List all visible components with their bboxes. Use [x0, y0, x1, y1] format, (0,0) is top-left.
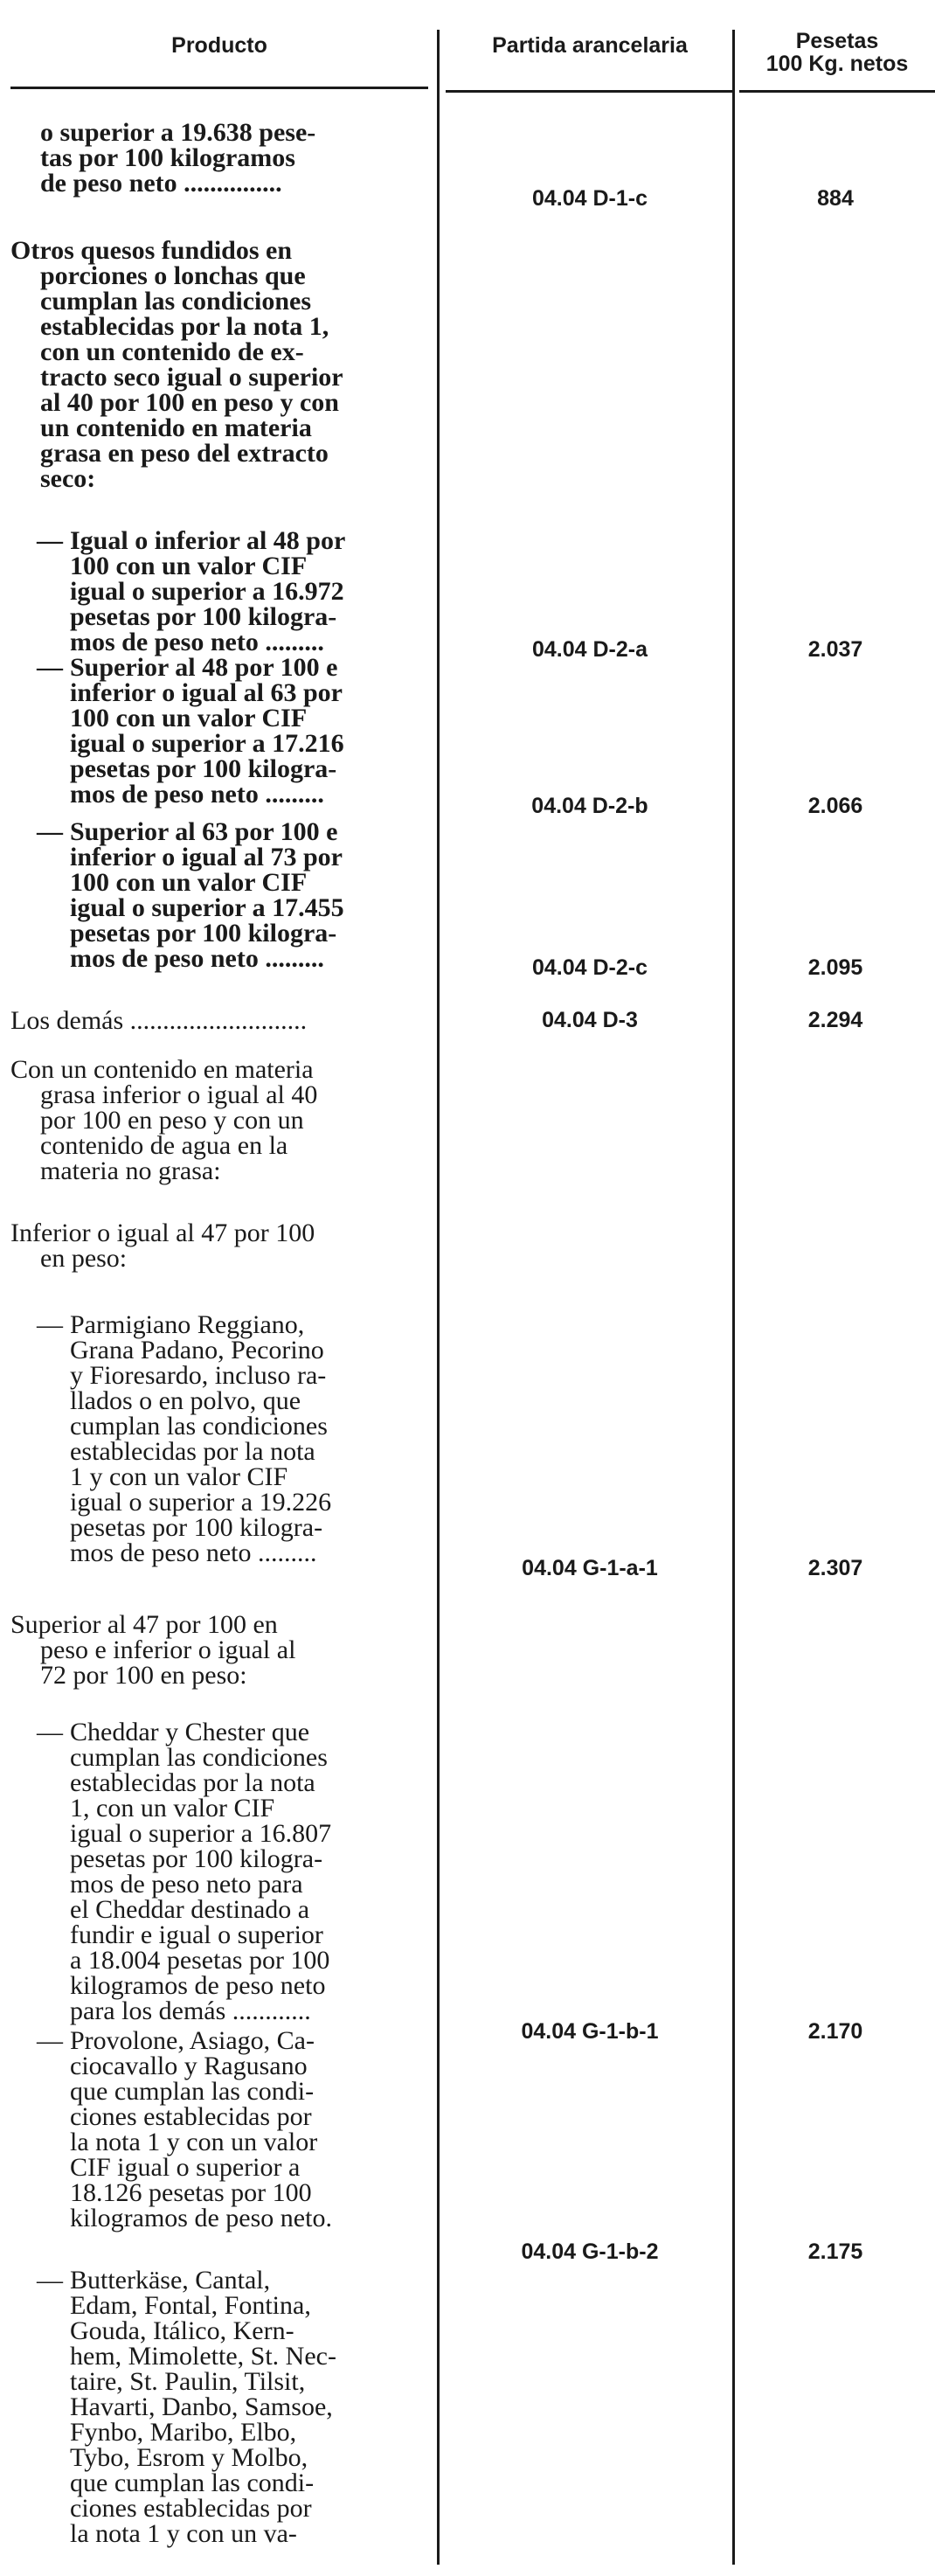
header-partida-arancelaria: Partida arancelaria	[492, 33, 688, 58]
text-line: pesetas por 100 kilogra-	[70, 919, 337, 948]
text-line: Grana Padano, Pecorino	[70, 1336, 324, 1364]
text-line: establecidas por la nota	[70, 1768, 315, 1797]
text-line: cumplan las condiciones	[70, 1412, 328, 1441]
text-line: 1 y con un valor CIF	[70, 1462, 288, 1491]
product-text-d2a	[10, 528, 428, 655]
text-line: mos de peso neto .........	[70, 780, 324, 809]
text-line	[10, 528, 428, 553]
line-text: Superior al 63 por 100 e	[70, 817, 338, 846]
price-value: 2.294	[807, 1008, 863, 1032]
product-text-g1a1	[10, 1312, 428, 1566]
text-line: 72 por 100 en peso:	[40, 1661, 247, 1690]
tariff-code: 04.04 D-1-c	[531, 186, 648, 211]
text-line: 100 con un valor CIF	[70, 552, 308, 580]
text-line: Superior al 47 por 100 en	[10, 1610, 278, 1639]
text-line: por 100 en peso y con un	[40, 1106, 304, 1135]
line-text: Igual o inferior al 48 por	[70, 526, 346, 555]
text-line: con un contenido de ex-	[40, 337, 304, 366]
dash-bullet: —	[37, 817, 63, 846]
text-line: 100 con un valor CIF	[70, 704, 308, 733]
tariff-code: 04.04 G-1-a-1	[522, 1556, 658, 1580]
text-line: tracto seco igual o superior	[40, 363, 343, 392]
line-text: Superior al 48 por 100 e	[70, 653, 338, 682]
product-text-g1b2	[10, 2028, 428, 2231]
header-rule-partida	[446, 90, 734, 93]
text-line: Con un contenido en materia	[10, 1055, 314, 1084]
text-line: cumplan las condiciones	[40, 287, 312, 316]
text-line: inferior o igual al 73 por	[70, 843, 343, 871]
text-line: 18.126 pesetas por 100	[70, 2178, 312, 2207]
text-line: hem, Mimolette, St. Nec-	[70, 2342, 336, 2371]
text-line: Havarti, Danbo, Samsoe,	[70, 2392, 333, 2421]
text-line: grasa en peso del extracto	[40, 439, 329, 468]
text-line: que cumplan las condi-	[70, 2077, 315, 2106]
text-line: pesetas por 100 kilogra-	[70, 754, 337, 783]
text-line: pesetas por 100 kilogra-	[70, 1844, 323, 1873]
text-line: ciones establecidas por	[70, 2494, 312, 2523]
tariff-code: 04.04 G-1-b-1	[521, 2019, 659, 2044]
text-line: materia no grasa:	[40, 1156, 221, 1185]
header-pesetas-line1: Pesetas	[795, 29, 879, 53]
text-line: de peso neto ...............	[40, 169, 282, 198]
product-text-d3	[10, 1008, 428, 1033]
text-line: ciocavallo y Ragusano	[70, 2052, 308, 2080]
tariff-code: 04.04 D-3	[542, 1008, 638, 1032]
text-line: kilogramos de peso neto.	[70, 2204, 332, 2232]
price-value: 2.175	[807, 2239, 863, 2264]
text-line	[10, 819, 428, 844]
text-line: Otros quesos fundidos en	[10, 236, 293, 265]
text-line: la nota 1 y con un va-	[70, 2519, 297, 2548]
tariff-code: 04.04 D-2-a	[531, 637, 648, 662]
price-value: 2.037	[807, 637, 863, 662]
text-line: para los demás ............	[70, 1996, 311, 2025]
text-line	[10, 2267, 428, 2293]
tariff-code: 04.04 D-2-c	[531, 955, 648, 980]
product-text-d2b	[10, 655, 428, 807]
text-line: kilogramos de peso neto	[70, 1971, 326, 2000]
dash-bullet: —	[37, 2026, 63, 2055]
text-line: establecidas por la nota	[70, 1437, 315, 1466]
text-line: establecidas por la nota 1,	[40, 312, 329, 341]
header-pesetas-line2: 100 Kg. netos	[765, 52, 909, 76]
text-line: peso e inferior o igual al	[40, 1635, 296, 1664]
product-text-d1c	[10, 120, 428, 196]
line-text: Cheddar y Chester que	[70, 1718, 310, 1746]
price-value: 2.170	[807, 2019, 863, 2044]
text-line	[10, 1312, 428, 1337]
product-text-butterkase	[10, 2267, 428, 2546]
text-line: pesetas por 100 kilogra-	[70, 1513, 323, 1542]
text-line: Tybo, Esrom y Molbo,	[70, 2443, 308, 2472]
text-line: que cumplan las condi-	[70, 2468, 315, 2497]
section-heading-materia-grasa	[10, 1057, 428, 1184]
header-rule-pesetas	[739, 90, 935, 93]
price-value: 2.095	[807, 955, 863, 980]
column-divider-right	[732, 30, 735, 2565]
text-line: igual o superior a 17.216	[70, 729, 344, 758]
price-value: 884	[817, 186, 854, 211]
text-line: la nota 1 y con un valor	[70, 2128, 318, 2156]
section-heading-superior-47	[10, 1612, 428, 1688]
header-pesetas	[739, 30, 935, 75]
text-line: y Fioresardo, incluso ra-	[70, 1361, 327, 1390]
text-line: Edam, Fontal, Fontina,	[70, 2291, 311, 2320]
text-line: el Cheddar destinado a	[70, 1895, 310, 1924]
text-line: igual o superior a 16.972	[70, 577, 344, 606]
dash-bullet: —	[37, 1310, 63, 1339]
text-line: 100 con un valor CIF	[70, 868, 308, 897]
column-divider-left	[437, 30, 440, 2565]
section-heading-inferior-47	[10, 1220, 428, 1271]
text-line: o superior a 19.638 pese-	[40, 118, 316, 147]
line-text: Butterkäse, Cantal,	[70, 2266, 271, 2295]
text-line: Los demás ...........................	[10, 1006, 308, 1035]
text-line: igual o superior a 16.807	[70, 1819, 332, 1848]
text-line: grasa inferior o igual al 40	[40, 1080, 318, 1109]
header-producto: Producto	[171, 33, 267, 58]
dash-bullet: —	[37, 2266, 63, 2295]
tariff-code: 04.04 D-2-b	[531, 794, 648, 818]
text-line: igual o superior a 19.226	[70, 1488, 332, 1517]
text-line: llados o en polvo, que	[70, 1386, 301, 1415]
text-line: ciones establecidas por	[70, 2102, 312, 2131]
text-line: Inferior o igual al 47 por 100	[10, 1219, 315, 1247]
text-line	[10, 2028, 428, 2053]
text-line: mos de peso neto .........	[70, 1538, 317, 1567]
text-line: mos de peso neto para	[70, 1870, 303, 1899]
text-line: un contenido en materia	[40, 413, 312, 442]
text-line: 1, con un valor CIF	[70, 1794, 275, 1823]
text-line	[10, 655, 428, 680]
text-line: seco:	[40, 464, 96, 493]
product-text-d2c	[10, 819, 428, 971]
text-line: en peso:	[40, 1244, 128, 1273]
text-line: CIF igual o superior a	[70, 2153, 301, 2182]
text-line: porciones o lonchas que	[40, 261, 306, 290]
line-text: Provolone, Asiago, Ca-	[70, 2026, 315, 2055]
price-value: 2.307	[807, 1556, 863, 1580]
line-text: Parmigiano Reggiano,	[70, 1310, 305, 1339]
dash-bullet: —	[37, 653, 63, 682]
text-line: a 18.004 pesetas por 100	[70, 1946, 330, 1975]
text-line: taire, St. Paulin, Tilsit,	[70, 2367, 306, 2396]
dash-bullet: —	[37, 1718, 63, 1746]
text-line: inferior o igual al 63 por	[70, 678, 343, 707]
text-line: contenido de agua en la	[40, 1131, 288, 1160]
text-line	[10, 1719, 428, 1745]
text-line: al 40 por 100 en peso y con	[40, 388, 339, 417]
text-line: pesetas por 100 kilogra-	[70, 602, 337, 631]
dash-bullet: —	[37, 526, 63, 555]
product-text-g1b1	[10, 1719, 428, 2024]
text-line: tas por 100 kilogramos	[40, 143, 295, 172]
text-line: mos de peso neto .........	[70, 944, 324, 973]
header-rule-producto	[10, 87, 428, 89]
section-heading-quesos-fundidos	[10, 238, 428, 491]
text-line: igual o superior a 17.455	[70, 893, 344, 922]
text-line: Fynbo, Maribo, Elbo,	[70, 2418, 297, 2447]
text-line: mos de peso neto .........	[70, 628, 324, 656]
text-line: fundir e igual o superior	[70, 1920, 323, 1949]
text-line: Gouda, Itálico, Kern-	[70, 2316, 294, 2345]
price-value: 2.066	[807, 794, 863, 818]
tariff-code: 04.04 G-1-b-2	[521, 2239, 659, 2264]
text-line: cumplan las condiciones	[70, 1743, 328, 1772]
